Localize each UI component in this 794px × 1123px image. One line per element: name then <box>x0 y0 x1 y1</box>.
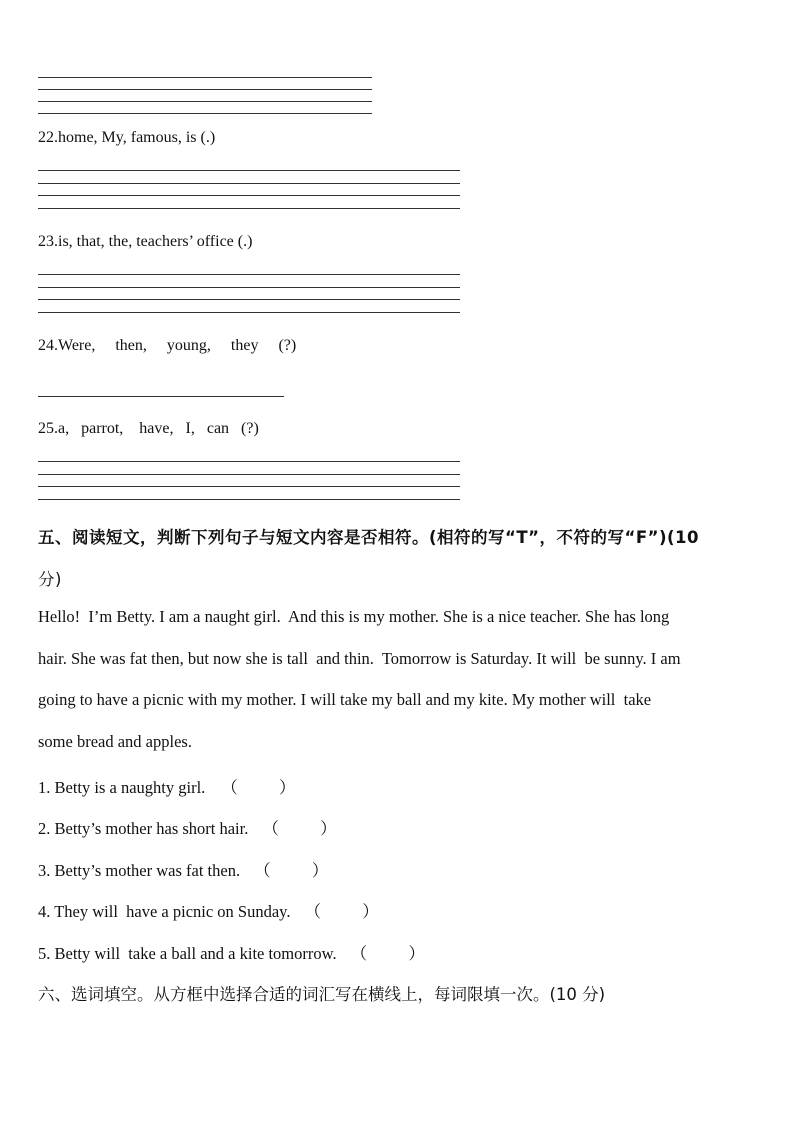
tf-item-text: 5. Betty will take a ball and a kite tomorrow. <box>38 944 337 963</box>
tf-item-text: 4. They will have a picnic on Sunday. <box>38 902 291 921</box>
answer-line[interactable] <box>38 274 460 275</box>
answer-parentheses[interactable]: （ ） <box>221 778 296 797</box>
answer-line[interactable] <box>38 287 460 288</box>
writing-line <box>38 77 372 78</box>
question-number: 25. <box>38 420 58 437</box>
tf-item-5 <box>38 940 425 964</box>
tf-item-text: 2. Betty’s mother has short hair. <box>38 819 249 838</box>
question-text: home, My, famous, is (.) <box>58 129 216 146</box>
answer-line[interactable] <box>38 499 460 500</box>
passage-line: hair. She was fat then, but now she is tall and thin. Tomorrow is Saturday. It will be sunny. I am <box>38 649 681 668</box>
writing-line <box>38 89 372 90</box>
question-text: Were, then, young, they (?) <box>58 337 297 354</box>
question-text: is, that, the, teachers’ office (.) <box>58 233 253 250</box>
tf-item-text: 3. Betty’s mother was fat then. <box>38 861 241 880</box>
answer-line[interactable] <box>38 461 460 462</box>
passage-line: Hello! I’m Betty. I am a naught girl. And this is my mother. She is a nice teacher. She has long <box>38 607 670 626</box>
answer-line[interactable] <box>38 183 460 184</box>
question-text: a, parrot, have, I, can (?) <box>58 420 259 437</box>
question-22 <box>38 129 215 147</box>
writing-line <box>38 113 372 114</box>
section-6-heading: 六、选词填空。从方框中选择合适的词汇写在横线上，每词限填一次。(10 分) <box>38 985 606 1004</box>
question-number: 22. <box>38 129 58 146</box>
answer-line[interactable] <box>38 312 460 313</box>
answer-parentheses[interactable]: （ ） <box>350 944 425 963</box>
answer-parentheses[interactable]: （ ） <box>254 861 329 880</box>
section-5-heading: 五、阅读短文，判断下列句子与短文内容是否相符。(相符的写“T”，不符的写“F”)(10 <box>38 528 699 547</box>
question-number: 23. <box>38 233 58 250</box>
question-25 <box>38 420 259 438</box>
answer-parentheses[interactable]: （ ） <box>304 902 379 921</box>
question-number: 24. <box>38 337 58 354</box>
question-24 <box>38 337 296 355</box>
passage-line: some bread and apples. <box>38 732 192 751</box>
passage-line: going to have a picnic with my mother. I will take my ball and my kite. My mother will take <box>38 690 652 709</box>
tf-item-text: 1. Betty is a naughty girl. <box>38 778 206 797</box>
answer-line[interactable] <box>38 195 460 196</box>
answer-line[interactable] <box>38 396 284 397</box>
answer-line[interactable] <box>38 474 460 475</box>
tf-item-4 <box>38 898 379 922</box>
answer-line[interactable] <box>38 486 460 487</box>
section-5-heading-cont: 分) <box>38 570 62 589</box>
tf-item-1 <box>38 774 296 798</box>
answer-line[interactable] <box>38 170 460 171</box>
tf-item-3 <box>38 857 328 881</box>
answer-line[interactable] <box>38 299 460 300</box>
answer-parentheses[interactable]: （ ） <box>262 819 337 838</box>
answer-line[interactable] <box>38 208 460 209</box>
writing-line <box>38 101 372 102</box>
tf-item-2 <box>38 815 337 839</box>
question-23 <box>38 233 252 251</box>
